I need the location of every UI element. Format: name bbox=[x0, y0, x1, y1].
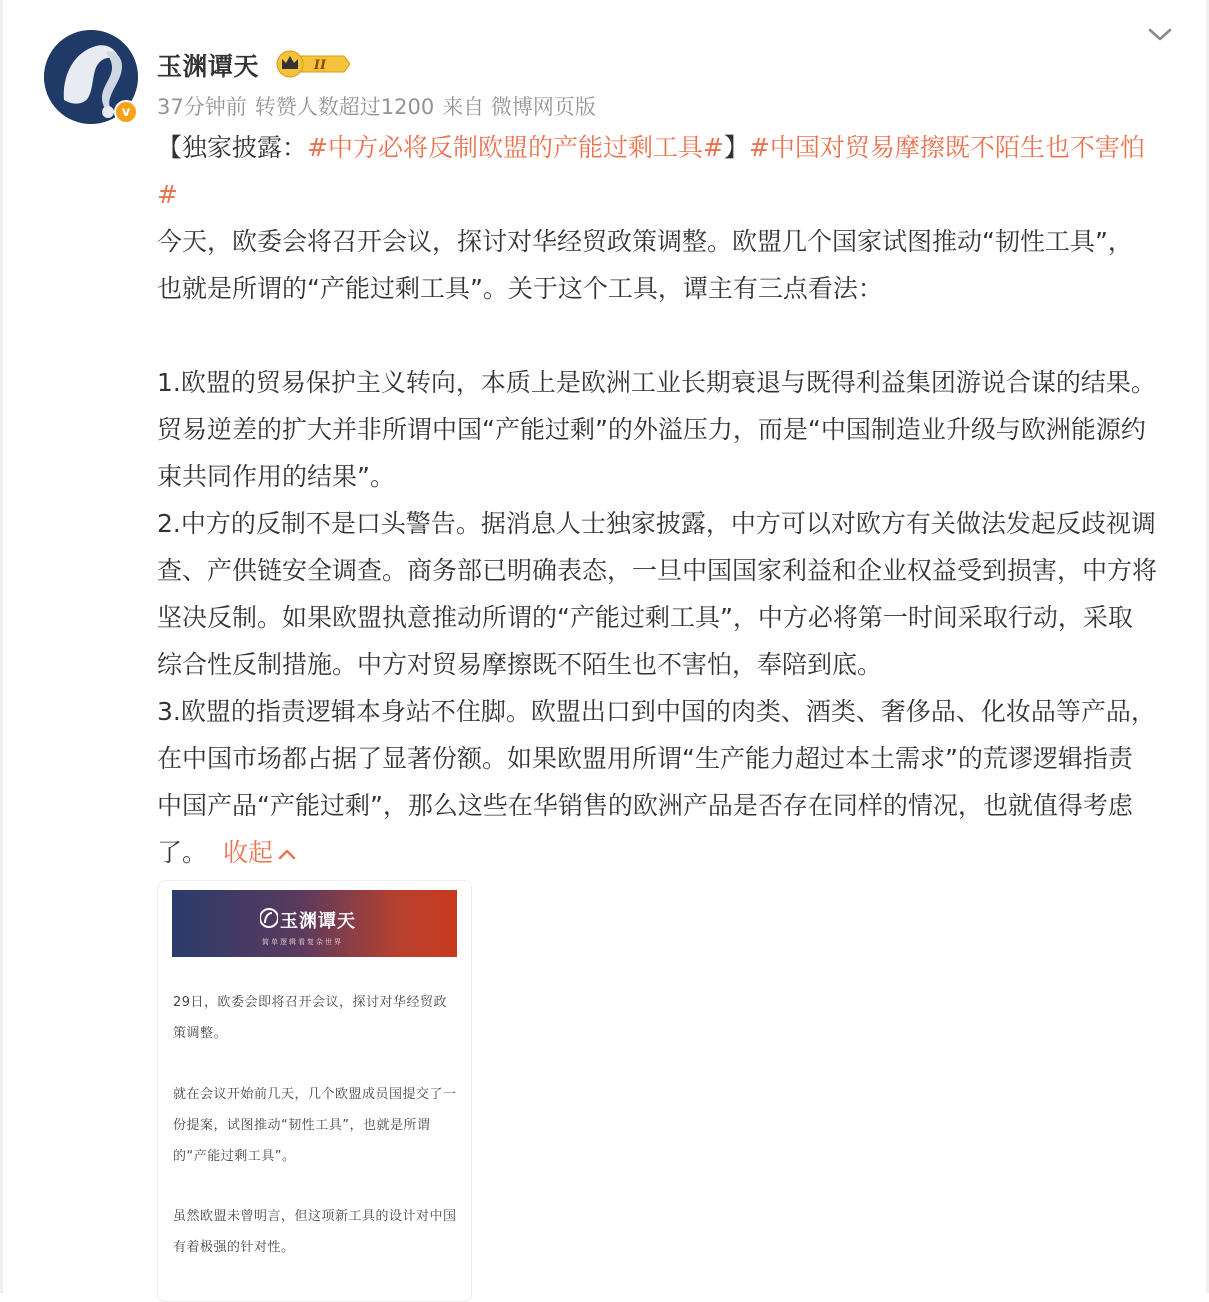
post-meta bbox=[157, 91, 604, 121]
user-name[interactable]: 玉渊谭天 bbox=[157, 52, 260, 81]
chevron-up-icon bbox=[277, 847, 297, 861]
post-content bbox=[157, 124, 1157, 876]
level-text: II bbox=[313, 58, 327, 73]
banner-title: 玉渊谭天 bbox=[280, 911, 356, 932]
point-3 bbox=[157, 688, 1157, 876]
post-intro: 今天，欧委会将召开会议，探讨对华经贸政策调整。欧盟几个国家试图推动“韧性工具”，也就是所谓的“产能过剩工具”。关于这个工具，谭主有三点看法： bbox=[157, 227, 1133, 303]
thumbnail-paragraph-2: 就在会议开始前几天，几个欧盟成员国提交了一份提案，试图推动“韧性工具”，也就是所谓的“产能过剩工具”。 bbox=[173, 1087, 457, 1164]
post-lead bbox=[157, 124, 1157, 218]
post-source[interactable]: 来自 微博网页版 bbox=[442, 95, 596, 119]
repost-count: 转赞人数超过1200 bbox=[254, 95, 435, 119]
thumbnail-paragraph-3: 虽然欧盟未曾明言，但这项新工具的设计对中国有着极强的针对性。 bbox=[173, 1209, 457, 1255]
thumbnail-paragraph-1: 29日，欧委会即将召开会议，探讨对华经贸政策调整。 bbox=[173, 995, 448, 1041]
lead-bracket: 】 bbox=[723, 133, 749, 162]
collapse-link[interactable] bbox=[223, 838, 297, 867]
paragraph-gap bbox=[157, 312, 1157, 359]
article-thumbnail[interactable] bbox=[157, 880, 472, 1302]
point-3-text: 3.欧盟的指责逻辑本身站不住脚。欧盟出口到中国的肉类、酒类、奢侈品、化妆品等产品，在中国市场都占据了显著份额。如果欧盟用所谓“生产能力超过本土需求”的荒谬逻辑指责中国产品“产能过剩”，那么这些在华销售的欧洲产品是否存在同样的情况，也就值得考虑了。 bbox=[157, 697, 1156, 867]
post-time[interactable]: 37分钟前 bbox=[157, 95, 247, 119]
thumbnail-banner bbox=[172, 890, 457, 957]
chevron-down-icon[interactable] bbox=[1147, 26, 1173, 44]
verified-icon: v bbox=[114, 100, 138, 124]
collapse-label: 收起 bbox=[223, 838, 274, 867]
level-badge[interactable] bbox=[276, 50, 350, 78]
crown-icon bbox=[276, 50, 350, 78]
topic-tag-1[interactable]: #中方必将反制欧盟的产能过剩工具# bbox=[307, 133, 724, 162]
avatar[interactable] bbox=[44, 30, 138, 124]
topic-tag-2[interactable]: #中国对贸易摩擦既不陌生也不害怕# bbox=[157, 133, 1145, 209]
point-2: 2.中方的反制不是口头警告。据消息人士独家披露，中方可以对欧方有关做法发起反歧视调查、产供链安全调查。商务部已明确表态，一旦中国国家利益和企业权益受到损害，中方将坚决反制。如果欧盟执意推动所谓的“产能过剩工具”，中方必将第一时间采取行动，采取综合性反制措施。中方对贸易摩擦既不陌生也不害怕，奉陪到底。 bbox=[157, 509, 1158, 679]
brand-logo-icon bbox=[260, 908, 278, 928]
banner-slogan: 简单逻辑看复杂世界 bbox=[262, 938, 343, 946]
lead-prefix: 【独家披露： bbox=[157, 133, 308, 162]
point-1: 1.欧盟的贸易保护主义转向，本质上是欧洲工业长期衰退与既得利益集团游说合谋的结果。贸易逆差的扩大并非所谓中国“产能过剩”的外溢压力，而是“中国制造业升级与欧洲能源约束共同作用的结果”。 bbox=[157, 368, 1156, 491]
